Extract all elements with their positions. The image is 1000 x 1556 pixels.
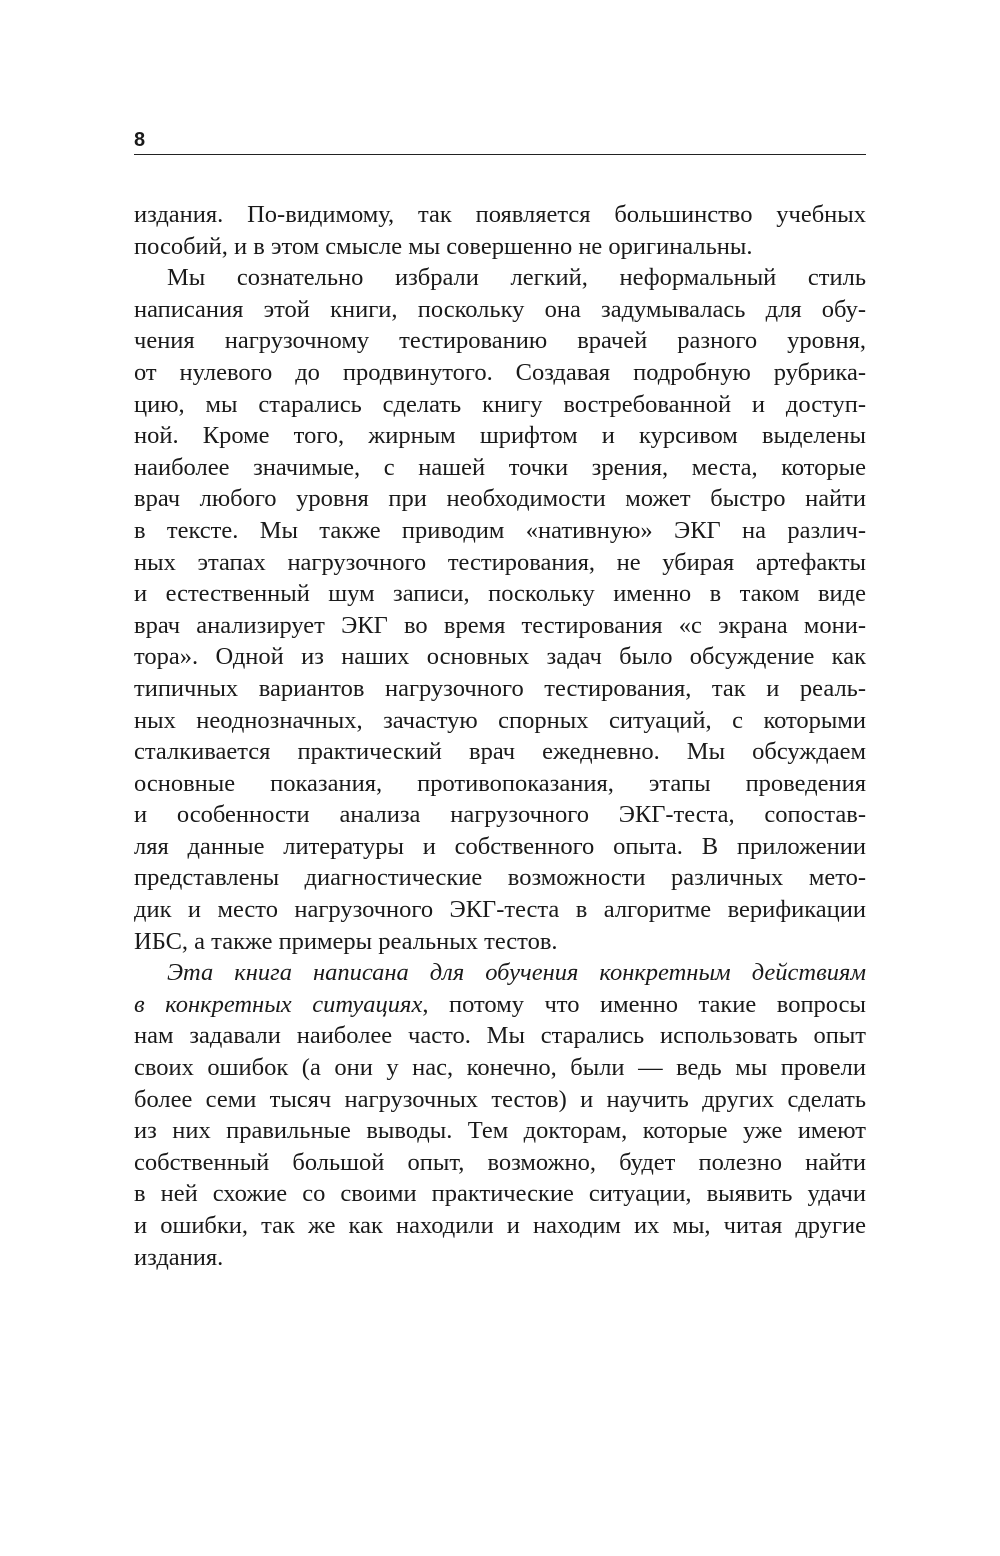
text: ляя данные литературы и собственного опыта. В приложении	[134, 832, 866, 860]
text: ной. Кроме того, жирным шрифтом и курсивом выделены	[134, 422, 866, 450]
text: в ней схожие со своими практические ситуации, выявить удачи	[134, 1180, 866, 1208]
text: представлены диагностические возможности различных мето-	[134, 864, 866, 892]
paragraph	[134, 199, 866, 262]
text: ных неоднозначных, зачастую спорных ситуаций, с которыми	[134, 706, 866, 734]
text-line	[134, 420, 866, 452]
text: чения нагрузочному тестированию врачей разного уровня,	[134, 327, 866, 355]
text-line	[134, 1147, 866, 1179]
text: , потому что именно такие вопросы	[422, 990, 866, 1018]
text-line	[134, 325, 866, 357]
text-line	[134, 262, 866, 294]
text: ных этапах нагрузочного тестирования, не убирая артефакты	[134, 548, 866, 576]
text-line	[134, 231, 866, 263]
text-line	[134, 894, 866, 926]
text-line	[134, 483, 866, 515]
text-line	[134, 736, 866, 768]
text-line	[134, 673, 866, 705]
paragraph	[134, 262, 866, 957]
text-line	[134, 1115, 866, 1147]
text: написания этой книги, поскольку она задумывалась для обу-	[134, 295, 866, 323]
text-line	[134, 294, 866, 326]
text: из них правильные выводы. Тем докторам, которые уже имеют	[134, 1117, 866, 1145]
text: основные показания, противопоказания, этапы проведения	[134, 769, 866, 797]
text: издания.	[134, 1243, 224, 1271]
text: дик и место нагрузочного ЭКГ-теста в алгоритме верификации	[134, 896, 866, 924]
text-line	[134, 515, 866, 547]
text-line	[134, 705, 866, 737]
text: более семи тысяч нагрузочных тестов) и научить других сделать	[134, 1085, 866, 1113]
text-line	[134, 1242, 866, 1274]
italic-text: Эта книга написана для обучения конкретным действиям	[167, 959, 866, 987]
text: цию, мы старались сделать книгу востребованной и доступ-	[134, 390, 866, 418]
text-line	[134, 578, 866, 610]
text-line	[134, 1178, 866, 1210]
text-line	[134, 799, 866, 831]
text-line	[134, 957, 866, 989]
text: и естественный шум записи, поскольку именно в таком виде	[134, 580, 866, 608]
text: нам задавали наиболее часто. Мы старались использовать опыт	[134, 1022, 866, 1050]
italic-text: в конкретных ситуациях	[134, 990, 423, 1018]
text-line	[134, 389, 866, 421]
text: от нулевого до продвинутого. Создавая подробную рубрика-	[134, 358, 866, 386]
text: издания. По-видимому, так появляется большинство учебных	[134, 201, 866, 228]
text: врач любого уровня при необходимости может быстро найти	[134, 485, 866, 513]
text-line	[134, 1020, 866, 1052]
text-line	[134, 768, 866, 800]
text-line	[134, 357, 866, 389]
text: и особенности анализа нагрузочного ЭКГ-теста, сопостав-	[134, 801, 866, 829]
body-text	[134, 199, 866, 1273]
text-line	[134, 610, 866, 642]
text-line	[134, 831, 866, 863]
text: наиболее значимые, с нашей точки зрения, места, которые	[134, 453, 866, 481]
text: и ошибки, так же как находили и находим их мы, читая другие	[134, 1212, 866, 1239]
text: в тексте. Мы также приводим «нативную» ЭКГ на различ-	[134, 516, 866, 544]
text-line	[134, 989, 866, 1021]
text: пособий, и в этом смысле мы совершенно не оригинальны.	[134, 232, 753, 260]
page-header	[134, 126, 866, 155]
text-line	[134, 1052, 866, 1084]
text: сталкивается практический врач ежедневно. Мы обсуждаем	[134, 738, 866, 766]
text: собственный большой опыт, возможно, будет полезно найти	[134, 1148, 866, 1176]
text: Мы сознательно избрали легкий, неформальный стиль	[167, 264, 866, 292]
text-line	[134, 641, 866, 673]
text-line	[134, 452, 866, 484]
paragraph	[134, 957, 866, 1273]
text: ИБС, а также примеры реальных тестов.	[134, 927, 558, 955]
text-line	[134, 1084, 866, 1116]
text-line	[134, 199, 866, 231]
page-number: 8	[134, 129, 146, 151]
text: типичных вариантов нагрузочного тестирования, так и реаль-	[134, 674, 866, 702]
text: своих ошибок (а они у нас, конечно, были — ведь мы провели	[134, 1054, 866, 1082]
text-line	[134, 547, 866, 579]
text-line	[134, 1210, 866, 1242]
text-line	[134, 862, 866, 894]
text: тора». Одной из наших основных задач было обсуждение как	[134, 643, 866, 671]
text: врач анализирует ЭКГ во время тестирования «с экрана мони-	[134, 611, 866, 639]
text-line	[134, 926, 866, 958]
